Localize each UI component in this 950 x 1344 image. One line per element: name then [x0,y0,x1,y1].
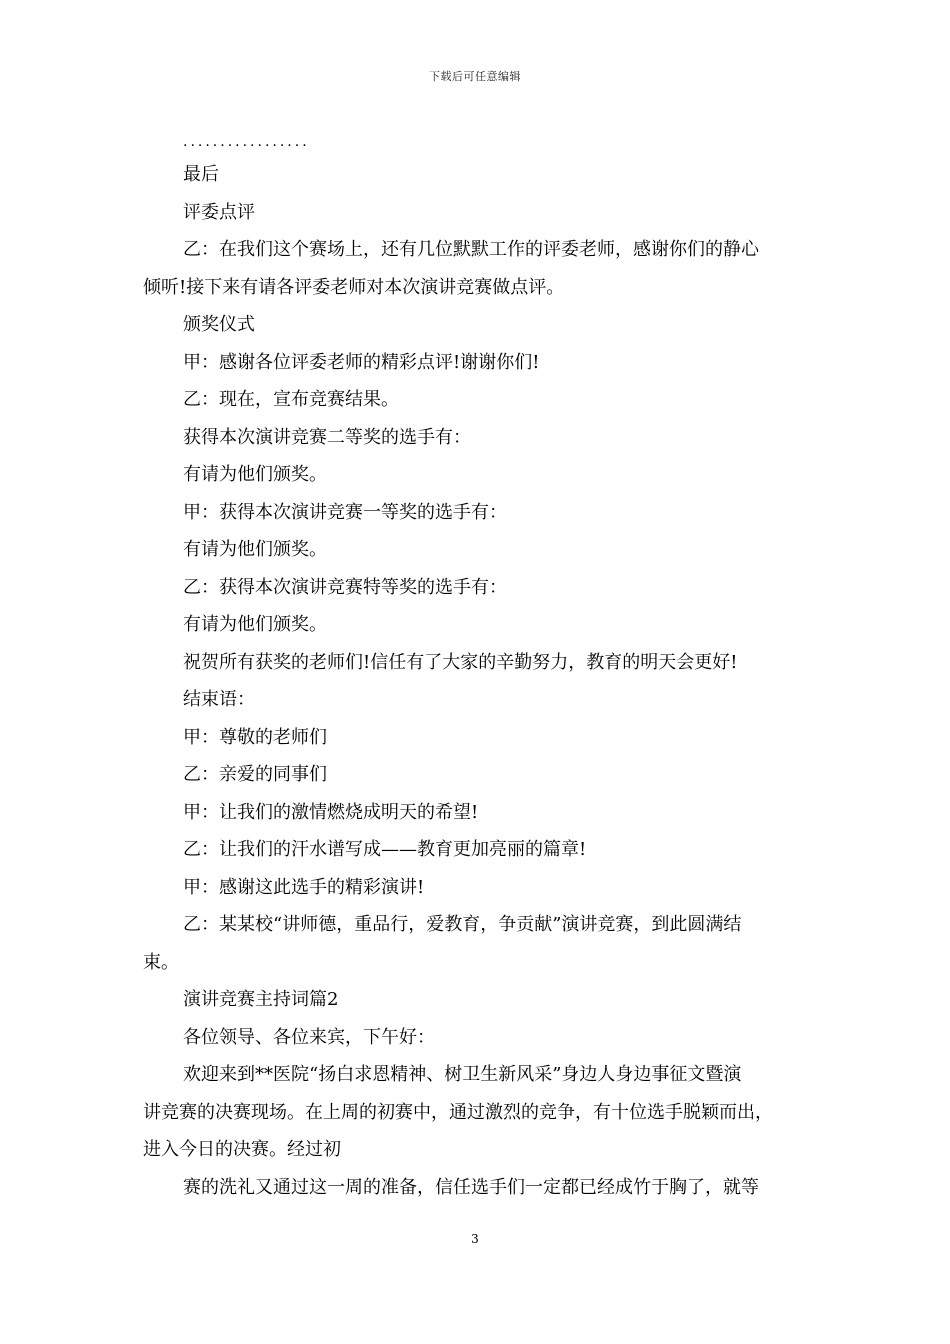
paragraph-line: 倾听!接下来有请各评委老师对本次演讲竞赛做点评。 [143,276,565,298]
paragraph-line: 欢迎来到**医院“扬白求恩精神、树卫生新风采”身边人身边事征文暨演 [183,1064,742,1085]
paragraph-line: 乙：在我们这个赛场上，还有几位默默工作的评委老师，感谢你们的静心 [183,239,759,260]
section-heading: 评委点评 [183,201,255,223]
paragraph-line: 乙：某某校“讲师德，重品行，爱教育，争贡献”演讲竞赛，到此圆满结 [183,914,742,935]
paragraph-line: 乙：亲爱的同事们 [183,764,327,785]
ellipsis-line: ................. [183,134,310,150]
header-note: 下载后可任意编辑 [429,70,521,83]
paragraph-line: 有请为他们颁奖。 [183,614,327,635]
paragraph-line: 赛的洗礼又通过这一周的准备，信任选手们一定都已经成竹于胸了，就等 [183,1176,759,1198]
paragraph-line: 甲：感谢这此选手的精彩演讲! [183,876,425,898]
section-heading: 结束语： [183,689,255,710]
paragraph-line: 乙：让我们的汗水谱写成——教育更加亮丽的篇章! [183,839,587,860]
paragraph-line: 甲：尊敬的老师们 [183,726,327,748]
paragraph-line: 乙：现在，宣布竞赛结果。 [183,389,399,410]
paragraph-line: 最后 [183,164,219,185]
page-number: 3 [471,1232,479,1246]
section-heading: 颁奖仪式 [183,314,255,335]
paragraph-line: 束。 [143,951,179,973]
paragraph-line: 获得本次演讲竞赛二等奖的选手有： [183,426,471,448]
paragraph-line: 甲：获得本次演讲竞赛一等奖的选手有： [183,501,507,523]
paragraph-line: 讲竞赛的决赛现场。在上周的初赛中，通过激烈的竞争，有十位选手脱颖而出， [143,1101,773,1123]
paragraph-line: 甲：让我们的激情燃烧成明天的希望! [183,801,479,823]
paragraph-line: 甲：感谢各位评委老师的精彩点评!谢谢你们! [183,351,540,373]
paragraph-line: 乙：获得本次演讲竞赛特等奖的选手有： [183,576,507,598]
document-body [143,128,815,1206]
paragraph-line: 有请为他们颁奖。 [183,539,327,560]
section-heading: 演讲竞赛主持词篇2 [183,989,339,1010]
paragraph-line: 有请为他们颁奖。 [183,464,327,485]
paragraph-line: 祝贺所有获奖的老师们!信任有了大家的辛勤努力，教育的明天会更好! [183,651,738,673]
paragraph-line: 各位领导、各位来宾，下午好： [183,1026,435,1048]
paragraph-line: 进入今日的决赛。经过初 [143,1139,341,1160]
